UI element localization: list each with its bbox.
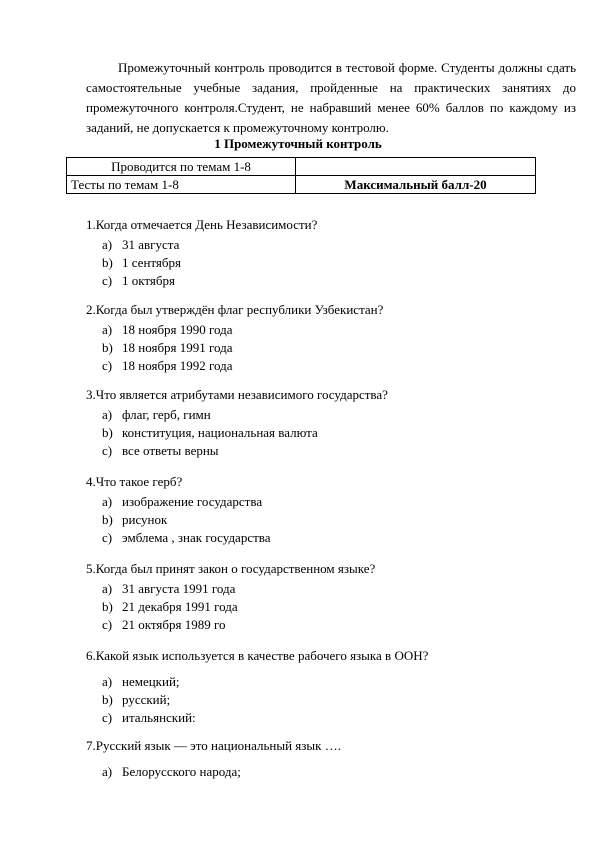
table-cell-empty: [296, 158, 536, 176]
question-3: [86, 386, 388, 460]
answer-options: [86, 580, 375, 634]
question-text: 4.Что такое герб?: [86, 474, 183, 489]
table-cell-max-score: Максимальный балл-20: [296, 176, 536, 194]
answer-option: b) конституция, национальная валюта: [102, 425, 318, 440]
intro-paragraph: [86, 58, 576, 138]
answer-options: [86, 321, 383, 375]
question-2: [86, 301, 383, 375]
answer-option: c) 18 ноября 1992 года: [102, 358, 233, 373]
answer-options: [86, 493, 271, 547]
question-text: 6.Какой язык используется в качестве рабочего языка в ООН?: [86, 648, 429, 663]
answer-option: c) все ответы верны: [102, 443, 219, 458]
answer-option: a) 31 августа: [102, 237, 180, 252]
question-4: [86, 473, 271, 547]
answer-options: [86, 763, 341, 781]
table-row: [67, 176, 536, 194]
intro-text: Промежуточный контроль проводится в тестовой форме. Студенты должны сдать самостоятельные учебные задания, пройденные на практических занятиях до промежуточного контроля.Студент, не набравший менее 60% баллов по каждому из заданий, не допускается к промежуточному контролю.: [86, 60, 576, 135]
question-5: [86, 560, 375, 634]
answer-option: b) 21 декабря 1991 года: [102, 599, 238, 614]
section-heading: 1 Промежуточный контроль: [214, 136, 382, 151]
question-6: [86, 647, 428, 727]
answer-option: a) флаг, герб, гимн: [102, 407, 211, 422]
table-row: [67, 158, 536, 176]
answer-option: a) Белорусского народа;: [102, 764, 241, 779]
question-text: 1.Когда отмечается День Независимости?: [86, 217, 318, 232]
question-text: 2.Когда был утверждён флаг республики Узбекистан?: [86, 302, 384, 317]
question-1: [86, 216, 317, 290]
question-text: 5.Когда был принят закон о государственном языке?: [86, 561, 376, 576]
answer-option: a) изображение государства: [102, 494, 263, 509]
answer-options: [86, 673, 428, 727]
answer-option: c) 21 октября 1989 го: [102, 617, 226, 632]
table-cell-tests: Тесты по темам 1-8: [67, 176, 296, 194]
answer-option: c) 1 октября: [102, 273, 175, 288]
answer-option: b) русский;: [102, 692, 171, 707]
table-cell-topics: Проводится по темам 1-8: [67, 158, 296, 176]
answer-option: a) 31 августа 1991 года: [102, 581, 236, 596]
answer-option: b) 18 ноября 1991 года: [102, 340, 233, 355]
answer-options: [86, 236, 317, 290]
answer-option: c) итальянский:: [102, 710, 196, 725]
question-7: [86, 737, 341, 781]
answer-option: a) немецкий;: [102, 674, 180, 689]
control-table: [66, 157, 536, 194]
answer-options: [86, 406, 388, 460]
answer-option: a) 18 ноября 1990 года: [102, 322, 233, 337]
answer-option: b) 1 сентября: [102, 255, 181, 270]
question-text: 7.Русский язык — это национальный язык ….: [86, 738, 341, 753]
answer-option: b) рисунок: [102, 512, 168, 527]
question-text: 3.Что является атрибутами независимого государства?: [86, 387, 388, 402]
answer-option: c) эмблема , знак государства: [102, 530, 271, 545]
